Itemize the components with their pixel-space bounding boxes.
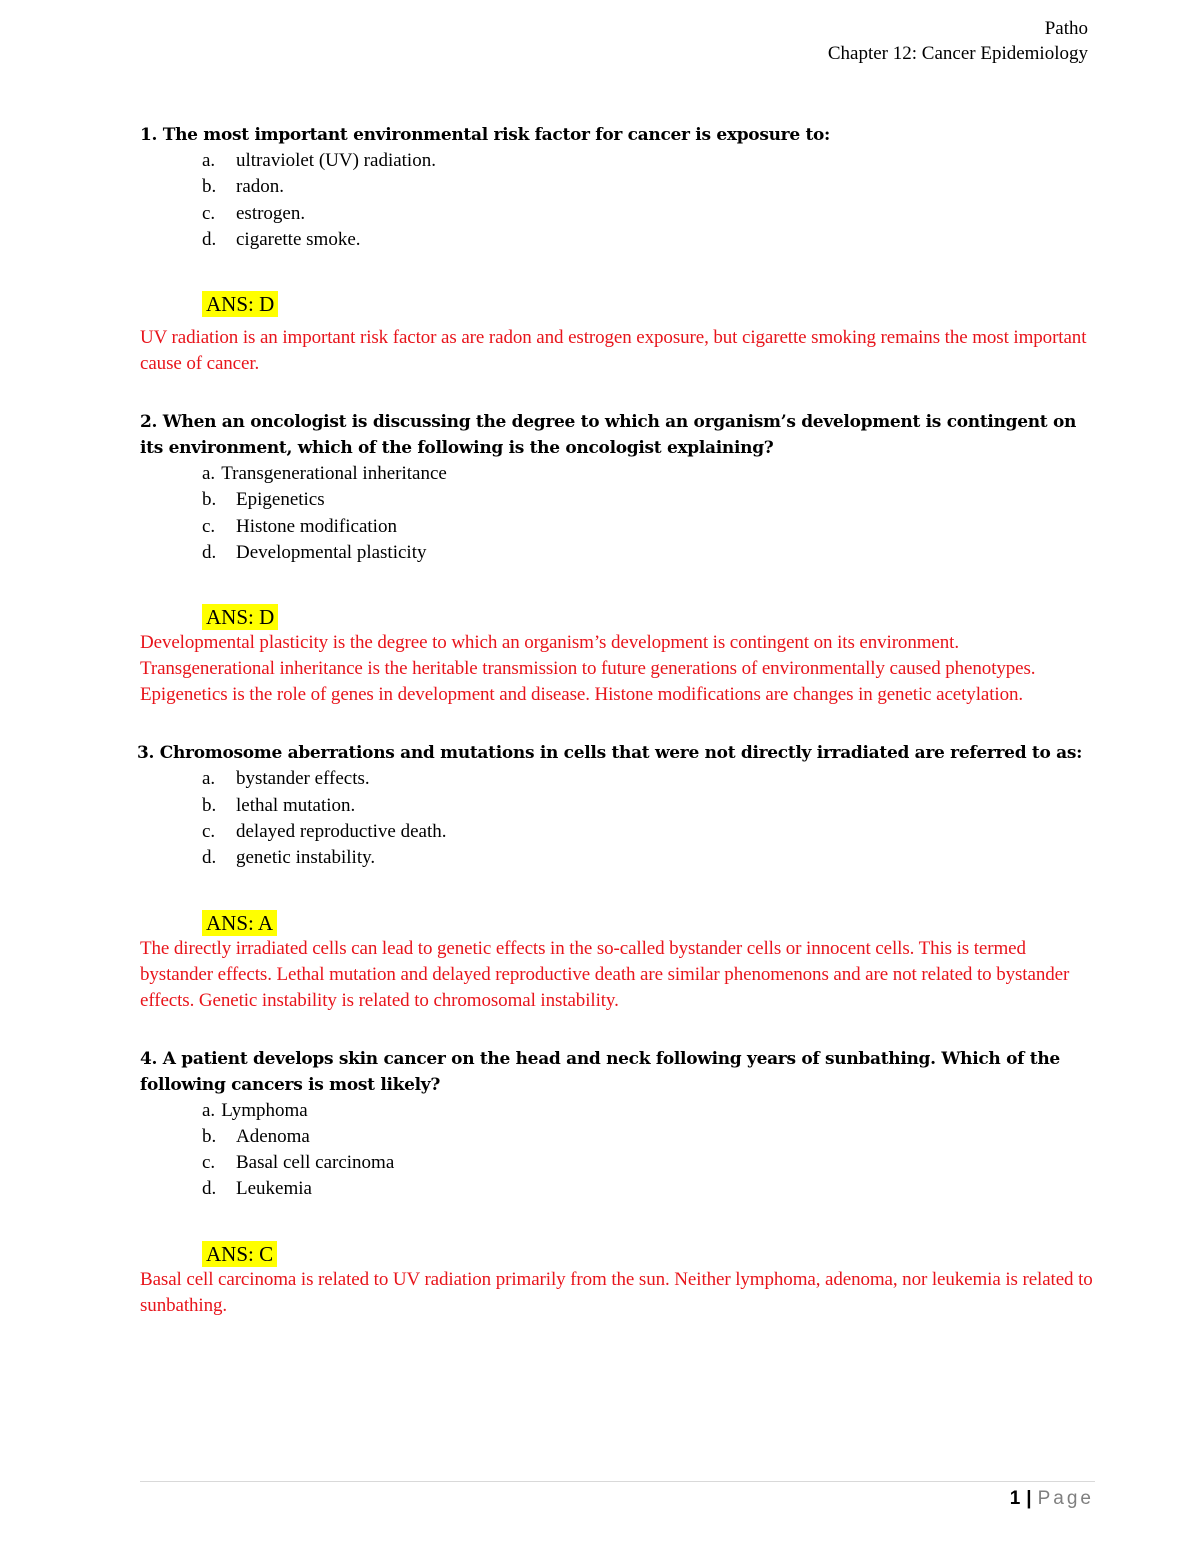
option-item (140, 766, 1095, 792)
option-text: Basal cell carcinoma (236, 1152, 395, 1174)
option-letter: b. (202, 489, 217, 511)
option-item (140, 819, 1095, 845)
option-letter: a. (202, 768, 216, 790)
question-block (140, 1046, 1095, 1319)
question-text: 3. Chromosome aberrations and mutations in cells that were not directly irradiated are referred to as: (137, 743, 1083, 764)
option-text: cigarette smoke. (236, 228, 361, 250)
option-letter: d. (202, 847, 217, 869)
option-item (140, 148, 1095, 174)
option-text: estrogen. (236, 202, 306, 224)
option-letter: c. (202, 202, 216, 224)
option-list (140, 148, 1095, 253)
option-text: Epigenetics (236, 489, 325, 511)
question-block (140, 409, 1095, 708)
option-letter: d. (202, 228, 217, 250)
option-list (140, 1098, 1095, 1203)
question-block (140, 122, 1095, 377)
option-item (140, 461, 1095, 487)
option-text: delayed reproductive death. (236, 820, 447, 842)
answer-row (140, 910, 1095, 936)
option-letter: b. (202, 176, 217, 198)
option-letter: c. (202, 820, 216, 842)
option-list (140, 461, 1095, 566)
question-block (137, 740, 1095, 1013)
page-number: 1 (1009, 1488, 1021, 1509)
option-text: Histone modification (236, 515, 397, 537)
page-word: Page (1037, 1488, 1094, 1509)
option-text: radon. (236, 176, 285, 198)
option-item (140, 1150, 1095, 1176)
option-item (140, 514, 1095, 540)
option-letter: b. (202, 1125, 217, 1147)
answer-label: ANS: D (202, 291, 278, 317)
header-course: Patho (1044, 18, 1088, 39)
option-text: Transgenerational inheritance (221, 463, 447, 485)
header-chapter: Chapter 12: Cancer Epidemiology (827, 43, 1088, 64)
answer-row (140, 291, 1095, 317)
option-text: bystander effects. (236, 768, 370, 790)
page-header (828, 16, 1088, 66)
answer-explanation: UV radiation is an important risk factor as are radon and estrogen exposure, but cigarette smoking remains the most important cause of cancer. (140, 327, 1087, 375)
option-item (140, 174, 1095, 200)
answer-row (140, 1241, 1095, 1267)
footer-separator: | (1026, 1488, 1032, 1509)
option-text: Adenoma (236, 1125, 310, 1147)
option-item (140, 1098, 1095, 1124)
option-letter: a. (202, 463, 216, 485)
question-text: 2. When an oncologist is discussing the degree to which an organism’s development is contingent on its environment, which of the following is the oncologist explaining? (140, 412, 1077, 459)
option-item (140, 845, 1095, 871)
option-item (140, 201, 1095, 227)
option-text: lethal mutation. (236, 794, 356, 816)
question-text: 4. A patient develops skin cancer on the head and neck following years of sunbathing. Which of the following cancers is most likely? (140, 1048, 1060, 1095)
answer-explanation: Basal cell carcinoma is related to UV radiation primarily from the sun. Neither lymphoma, adenoma, nor leukemia is related to sunbathing. (140, 1268, 1093, 1316)
spacer (140, 708, 1095, 740)
option-text: Leukemia (236, 1178, 312, 1200)
answer-explanation: Developmental plasticity is the degree to which an organism’s development is contingent on its environment. Transgenerational inheritance is the heritable transmission to future generations of environmentally caused phenotypes. Epigenetics is the role of genes in development and disease. Histone modifications are changes in genetic acetylation. (140, 632, 1036, 706)
option-item (140, 1176, 1095, 1202)
option-letter: d. (202, 1178, 217, 1200)
option-item (140, 487, 1095, 513)
option-list (140, 766, 1095, 871)
option-letter: d. (202, 542, 217, 564)
answer-label: ANS: C (202, 1241, 277, 1267)
option-text: Developmental plasticity (236, 542, 427, 564)
answer-label: ANS: D (202, 604, 278, 630)
option-item (140, 227, 1095, 253)
option-letter: a. (202, 1099, 216, 1121)
option-item (140, 1124, 1095, 1150)
option-item (140, 540, 1095, 566)
option-letter: b. (202, 794, 217, 816)
spacer (140, 377, 1095, 409)
footer-divider (140, 1481, 1095, 1482)
question-text: 1. The most important environmental risk factor for cancer is exposure to: (140, 125, 831, 145)
option-letter: c. (202, 1152, 216, 1174)
document-body (137, 122, 1095, 1319)
option-text: genetic instability. (236, 847, 376, 869)
option-text: Lymphoma (221, 1099, 308, 1121)
spacer (140, 1014, 1095, 1046)
answer-label: ANS: A (202, 910, 277, 936)
option-letter: a. (202, 150, 216, 171)
option-letter: c. (202, 515, 216, 537)
option-text: ultraviolet (UV) radiation. (236, 150, 436, 171)
answer-explanation: The directly irradiated cells can lead to genetic effects in the so-called bystander cells or innocent cells. This is termed bystander effects. Lethal mutation and delayed reproductive death are similar phenomenons and are not related to bystander effects. Genetic instability is related to chromosomal instability. (140, 937, 1070, 1011)
option-item (140, 793, 1095, 819)
page-footer (1010, 1487, 1094, 1511)
answer-row (140, 604, 1095, 630)
